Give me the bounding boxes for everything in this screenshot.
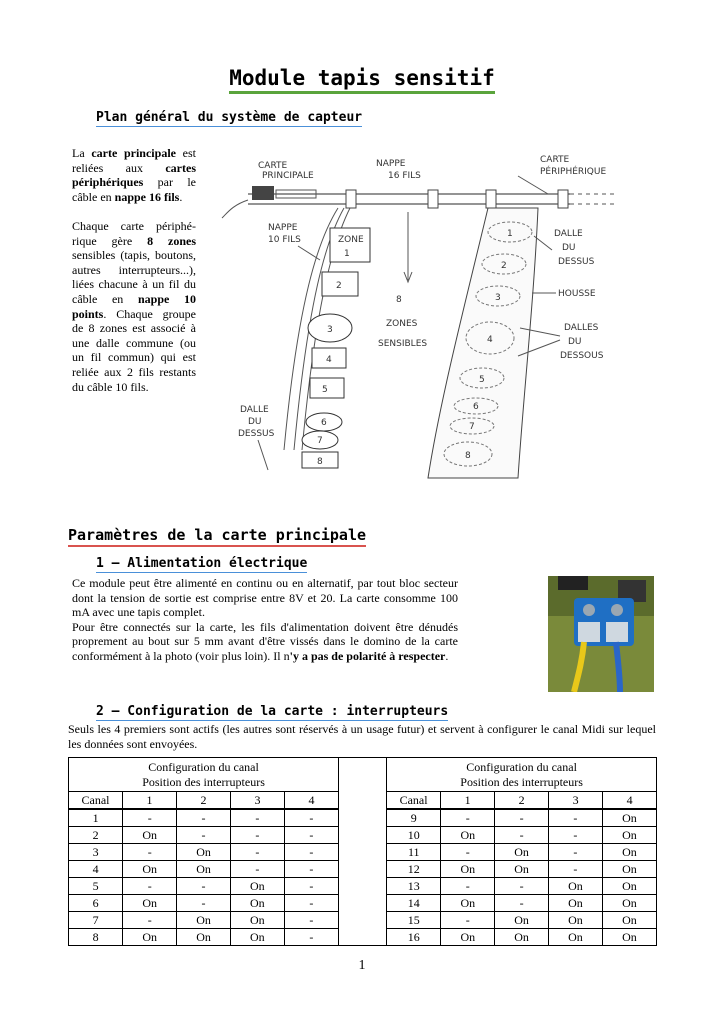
switch-state: - xyxy=(284,861,338,878)
label-dalle-dessus-left-1: DALLE xyxy=(240,405,269,415)
table-row xyxy=(387,810,656,827)
switch-state: - xyxy=(230,810,284,827)
switch-state: On xyxy=(441,827,495,844)
table-row xyxy=(387,878,656,895)
label-carte-principale-2: PRINCIPALE xyxy=(262,171,314,181)
label-right-zone-1: 1 xyxy=(507,229,513,239)
column-header: 3 xyxy=(549,792,603,809)
switch-state: On xyxy=(123,929,177,946)
label-dalle-dessus-right-2: DU xyxy=(562,243,576,253)
label-right-zone-6: 6 xyxy=(473,402,479,412)
label-nappe10-2: 10 FILS xyxy=(268,235,301,245)
bold-text: 'y a pas de polarité à respecter xyxy=(289,648,446,663)
label-dalles-dessous-2: DU xyxy=(568,337,582,347)
table-row xyxy=(387,912,656,929)
switch-state: - xyxy=(441,878,495,895)
table-row xyxy=(387,827,656,844)
switch-state: On xyxy=(495,912,549,929)
switch-state: - xyxy=(549,844,603,861)
channel-number: 7 xyxy=(69,912,123,929)
switch-state: - xyxy=(177,810,231,827)
label-right-zone-5: 5 xyxy=(479,375,485,385)
bold-text: nappe 10 points xyxy=(72,291,196,321)
diagram-labels xyxy=(238,155,606,467)
label-right-zone-2: 2 xyxy=(501,261,507,271)
page-number: 1 xyxy=(358,958,366,973)
channel-number: 9 xyxy=(387,810,441,827)
channel-config-table xyxy=(68,757,657,946)
bold-text: carte principale xyxy=(91,146,176,160)
switch-state: - xyxy=(177,895,231,912)
switch-state: On xyxy=(230,895,284,912)
table-row xyxy=(69,810,338,827)
switch-state: On xyxy=(441,861,495,878)
label-dalle-dessus-right-1: DALLE xyxy=(554,229,583,239)
column-header: 4 xyxy=(603,792,657,809)
switch-state: On xyxy=(549,912,603,929)
switch-state: On xyxy=(177,844,231,861)
column-header: 2 xyxy=(495,792,549,809)
switch-state: - xyxy=(284,878,338,895)
label-zone-8: 8 xyxy=(317,457,323,467)
channel-rows xyxy=(387,809,656,945)
channel-number: 10 xyxy=(387,827,441,844)
switch-state: - xyxy=(549,827,603,844)
switch-state: On xyxy=(177,929,231,946)
switch-state: - xyxy=(230,827,284,844)
label-right-zone-4: 4 xyxy=(487,335,493,345)
switch-state: On xyxy=(441,895,495,912)
label-zone-3: 3 xyxy=(327,325,333,335)
column-header: Canal xyxy=(387,792,441,809)
label-housse: HOUSSE xyxy=(558,289,596,299)
column-header: 3 xyxy=(231,792,285,809)
channel-number: 15 xyxy=(387,912,441,929)
table-row xyxy=(69,861,338,878)
main-board xyxy=(252,186,316,200)
table-row xyxy=(69,844,338,861)
label-carte-peripherique-1: CARTE xyxy=(540,155,570,165)
bold-text: nappe 16 fils xyxy=(114,189,180,204)
switch-paragraph: Seuls les 4 premiers sont actifs (les autres sont réservés à un usage futur) et servent à configurer le canal Midi sur lequel les données sont envoyées. xyxy=(68,722,656,751)
switch-state: - xyxy=(284,895,338,912)
channel-rows xyxy=(69,809,338,945)
switch-state: On xyxy=(177,861,231,878)
switch-state: - xyxy=(441,810,495,827)
switch-state: On xyxy=(123,827,177,844)
label-dalle-dessus-right-3: DESSUS xyxy=(558,257,595,267)
switch-state: On xyxy=(602,929,656,946)
channel-number: 4 xyxy=(69,861,123,878)
switch-state: On xyxy=(495,861,549,878)
label-dalle-dessus-left-2: DU xyxy=(248,417,262,427)
column-header: 4 xyxy=(285,792,339,809)
channel-number: 6 xyxy=(69,895,123,912)
switch-state: On xyxy=(495,844,549,861)
channel-number: 1 xyxy=(69,810,123,827)
peripheral-mat xyxy=(428,208,538,478)
switch-state: - xyxy=(284,844,338,861)
label-dalles-dessous-3: DESSOUS xyxy=(560,351,604,361)
label-zone-1: 1 xyxy=(344,249,350,259)
switch-state: - xyxy=(549,810,603,827)
arrow-8-zones xyxy=(404,212,412,282)
table-row xyxy=(387,844,656,861)
zone-shapes-left xyxy=(302,228,370,468)
switch-state: - xyxy=(123,878,177,895)
switch-state: On xyxy=(602,810,656,827)
label-zone-7: 7 xyxy=(317,436,323,446)
switch-state: - xyxy=(441,912,495,929)
table-row xyxy=(387,929,656,946)
channel-number: 16 xyxy=(387,929,441,946)
switch-state: On xyxy=(123,895,177,912)
channel-number: 14 xyxy=(387,895,441,912)
label-dalle-dessus-left-3: DESSUS xyxy=(238,429,275,439)
label-zone: ZONE xyxy=(338,235,364,245)
label-right-zone-3: 3 xyxy=(495,293,501,303)
table-row xyxy=(69,929,338,946)
switch-state: - xyxy=(549,861,603,878)
label-zones-sensibles-1: 8 xyxy=(396,295,402,305)
label-right-zone-7: 7 xyxy=(469,422,475,432)
table-group-header xyxy=(69,758,657,792)
switch-state: - xyxy=(495,827,549,844)
table-body xyxy=(69,758,657,946)
table-row xyxy=(69,912,338,929)
label-zone-4: 4 xyxy=(326,355,332,365)
channel-number: 13 xyxy=(387,878,441,895)
switch-state: On xyxy=(230,929,284,946)
label-zones-sensibles-3: SENSIBLES xyxy=(378,339,428,349)
intro-paragraph-2: Chaque carte périphé-rique gère 8 zones sensibles (tapis, boutons, autres interrupteurs...), liées chacune à un fil du câble en nappe 10 points. Chaque groupe de 8 zones est associé à une dalle commune (ou un fil commun) qui est reliée aux 2 fils restants du câble 10 fils. xyxy=(72,219,197,394)
switch-state: On xyxy=(602,827,656,844)
switch-state: On xyxy=(230,912,284,929)
switch-state: On xyxy=(441,929,495,946)
switch-state: - xyxy=(123,844,177,861)
switch-state: - xyxy=(123,912,177,929)
terminal-block-photo xyxy=(548,576,654,692)
switch-state: On xyxy=(602,844,656,861)
switch-state: On xyxy=(123,861,177,878)
switch-state: On xyxy=(177,912,231,929)
switch-state: - xyxy=(123,810,177,827)
table-gap xyxy=(339,758,387,946)
label-right-zone-8: 8 xyxy=(465,451,471,461)
label-nappe16-1: NAPPE xyxy=(376,159,406,169)
column-header: 1 xyxy=(441,792,495,809)
right-block xyxy=(387,809,657,946)
label-zone-6: 6 xyxy=(321,418,327,428)
plan-heading: Plan général du système de capteur xyxy=(96,110,363,125)
switch-state: - xyxy=(230,844,284,861)
channel-number: 5 xyxy=(69,878,123,895)
bold-text: 8 zones xyxy=(147,233,197,248)
group-header-right: Configuration du canal Position des interrupteurs xyxy=(387,758,657,792)
intro-paragraph-1: La carte principale est reliées aux cartes périphériques par le câble en nappe 16 fils. xyxy=(72,146,196,204)
power-paragraph: Ce module peut être alimenté en continu ou en alternatif, par tout bloc secteur dont la tension de sortie est comprise entre 8V et 20. La carte consomme 100 mA avec une tapis complet. Pour être connectés sur la carte, les fils d'alimentation doivent être dénudés proprement au bout sur 5 mm avant d'être vissés dans le domino de la carte conformément à la photo (voir plus loin). Il n'y a pas de polarité à respecter. xyxy=(72,576,458,663)
column-header: 1 xyxy=(123,792,177,809)
label-dalles-dessous-1: DALLES xyxy=(564,323,599,333)
label-nappe10-1: NAPPE xyxy=(268,223,298,233)
switch-heading: 2 – Configuration de la carte : interrupteurs xyxy=(96,704,449,719)
label-zone-2: 2 xyxy=(336,281,342,291)
switch-state: - xyxy=(495,895,549,912)
table-row xyxy=(69,878,338,895)
switch-state: - xyxy=(441,844,495,861)
table-row xyxy=(69,895,338,912)
left-block xyxy=(69,809,339,946)
label-nappe16-2: 16 FILS xyxy=(388,171,421,181)
bold-text: cartes périphériques xyxy=(72,160,196,190)
switch-state: On xyxy=(495,929,549,946)
switch-state: - xyxy=(177,827,231,844)
channel-number: 12 xyxy=(387,861,441,878)
label-zone-5: 5 xyxy=(322,385,328,395)
switch-state: On xyxy=(230,878,284,895)
channel-number: 11 xyxy=(387,844,441,861)
label-zones-sensibles-2: ZONES xyxy=(386,319,418,329)
label-carte-peripherique-2: PÉRIPHÉRIQUE xyxy=(540,167,607,177)
switch-state: On xyxy=(549,929,603,946)
switch-state: On xyxy=(602,912,656,929)
table-row xyxy=(69,827,338,844)
group-header-left: Configuration du canal Position des interrupteurs xyxy=(69,758,339,792)
switch-state: On xyxy=(602,861,656,878)
switch-state: - xyxy=(284,827,338,844)
connectors xyxy=(346,190,568,208)
label-carte-principale-1: CARTE xyxy=(258,161,288,171)
switch-state: - xyxy=(495,810,549,827)
page-title: Module tapis sensitif xyxy=(0,66,724,90)
switch-state: - xyxy=(495,878,549,895)
column-header: Canal xyxy=(69,792,123,809)
column-header: 2 xyxy=(177,792,231,809)
power-heading: 1 – Alimentation électrique xyxy=(96,556,308,571)
switch-state: On xyxy=(549,878,603,895)
channel-number: 8 xyxy=(69,929,123,946)
switch-state: On xyxy=(602,895,656,912)
switch-state: - xyxy=(284,929,338,946)
switch-state: - xyxy=(284,810,338,827)
sensor-system-diagram xyxy=(218,150,618,490)
switch-state: On xyxy=(549,895,603,912)
table-row xyxy=(387,895,656,912)
channel-number: 3 xyxy=(69,844,123,861)
params-heading: Paramètres de la carte principale xyxy=(68,526,366,547)
channel-number: 2 xyxy=(69,827,123,844)
switch-state: On xyxy=(602,878,656,895)
switch-state: - xyxy=(230,861,284,878)
table-row xyxy=(387,861,656,878)
switch-state: - xyxy=(177,878,231,895)
switch-state: - xyxy=(284,912,338,929)
